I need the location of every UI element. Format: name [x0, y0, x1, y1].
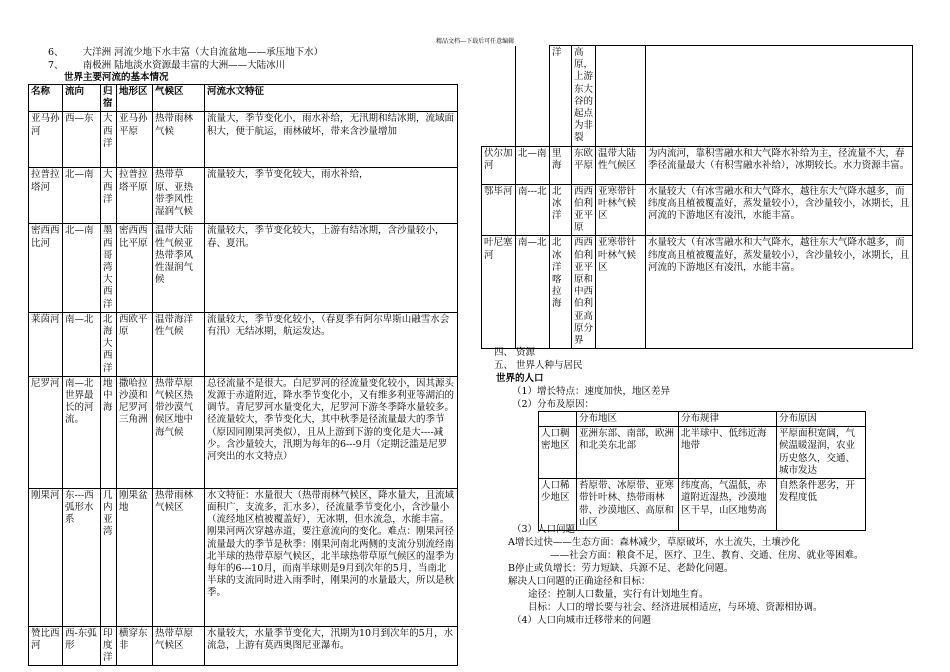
river-direction: 北—南 [516, 146, 550, 184]
river-name: 刚果河 [29, 488, 63, 626]
table-row [482, 236, 913, 349]
population-header-row [539, 412, 866, 427]
header-terrain: 地形区 [117, 85, 153, 112]
table-row [482, 184, 913, 236]
river-climate [596, 46, 646, 147]
river-name: 莱茵河 [29, 312, 63, 376]
river-hydrology: 流量大，季节变化小，雨水补给，无汛期和结冰期，流域面积大，便于航运，雨林破坏，带来含沙量增加 [205, 112, 458, 168]
river-destination: 洋 [550, 46, 572, 147]
table-row [482, 146, 913, 184]
river-name: 赞比西河 [29, 626, 63, 666]
river-name [482, 46, 516, 147]
header-reason: 分布原因 [777, 412, 866, 427]
river-destination: 北冰洋喀拉海 [550, 236, 572, 349]
line-text: 南极洲 陆地淡水资源最丰富的大洲——大陆冰川 [82, 60, 286, 71]
river-destination: 墨西哥湾大西洋 [101, 224, 117, 312]
river-hydrology: 水量较大（有冰雪融水和大气降水，越往东大气降水越多，而纬度高且植被覆盖好，蒸发量较小），含沙量较小，冰期长，且河流的下游地区有凌汛，水能丰富。 [646, 184, 913, 236]
header-destination: 归宿 [101, 85, 117, 112]
solution-heading: 解决人口问题的正确途径和目标： [508, 576, 651, 587]
table-row [29, 224, 458, 312]
header-hydrology: 河流水文特征 [205, 85, 458, 112]
table-row [29, 112, 458, 168]
region: 苔原带、冰原带、亚寒带针叶林、热带雨林带、沙漠地区、高原和山区 [577, 479, 679, 531]
river-climate: 温带大陆性气候区 [596, 146, 646, 184]
river-hydrology: 流量较大，季节变化较小，（春夏季有阿尔卑斯山融雪水会有汛）无结冰期，航运发达。 [205, 312, 458, 376]
table-row [539, 427, 866, 479]
solution-goal: 目标：人口的增长要与社会、经济进展相适应，与环境、资源相协调。 [528, 602, 823, 613]
river-direction: 南—北 [516, 236, 550, 349]
rivers-table [28, 84, 458, 666]
river-name: 亚马孙河 [29, 112, 63, 168]
river-terrain: 亚马孙平原 [117, 112, 153, 168]
header-direction: 流向 [63, 85, 101, 112]
header-blank [539, 412, 577, 427]
river-hydrology: 为内流河，靠积雪融水和大气降水补给为主，径流量不大，春季径流量最大（有积雪融水补给），冰期较长。水力资源丰富。 [646, 146, 913, 184]
river-name: 伏尔加河 [482, 146, 516, 184]
header-pattern: 分布规律 [679, 412, 777, 427]
population-growth: （1）增长特点：速度加快，地区差异 [512, 386, 671, 397]
pattern: 北半球中、低纬近海地带 [679, 427, 777, 479]
river-hydrology: 水量较大（有冰雪融水和大气降水，越往东大气降水越多，而纬度高且植被覆盖好，蒸发量较小），含沙量较小，冰期长，且河流的下游地区有凌汛，水能丰富。 [646, 236, 913, 349]
reason: 平原面积宽阔，气候温暖湿润，农业历史悠久，交通、城市发达 [777, 427, 866, 479]
density-type: 人口稀少地区 [539, 479, 577, 531]
river-name: 密西西比河 [29, 224, 63, 312]
river-destination: 大西洋 [101, 168, 117, 224]
river-direction: 南---北 [516, 184, 550, 236]
river-terrain: 拉普拉塔平原 [117, 168, 153, 224]
river-direction: 北—南 [63, 168, 101, 224]
table-row [482, 46, 913, 147]
river-direction [516, 46, 550, 147]
population-table [538, 411, 866, 531]
river-climate: 温带海洋性气候 [153, 312, 205, 376]
river-destination: 北海大西洋 [101, 312, 117, 376]
river-climate: 温带大陆性气候亚热带季风性湿润气候 [153, 224, 205, 312]
river-hydrology: 流量较大，季节变化较大，上游有结冰期，含沙量较小，春、夏汛。 [205, 224, 458, 312]
reason: 自然条件恶劣，开发程度低 [777, 479, 866, 531]
rivers-table-title: 世界主要河流的基本情况 [64, 72, 169, 83]
rivers-table-continued [481, 45, 913, 349]
river-hydrology: 流量较大，季节变化较大，雨水补给， [205, 168, 458, 224]
river-direction: 东---西弧形水系 [63, 488, 101, 626]
river-name: 拉普拉塔河 [29, 168, 63, 224]
river-hydrology: 水文特征：水量很大（热带雨林气候区，降水量大，且流域面积广，支流多，汇水多），径流量季节变化小，含沙量小（流经地区植被覆盖好），无冰期，但水流急，水能丰富。刚果河两次穿越赤道，要注意流向的变化。难点：刚果河径流量最大的季节是秋季：刚果河南北两侧的支流分别流经南北半球的热带草原气候区，北半球热带草原气候区的湿季为每年的6---10月，而南半球则是9月到次年的5月，当南北半球的支流同时进入雨季时，刚果河的水量最大，所以是秋季。 [205, 488, 458, 626]
river-direction: 南—北世界最长的河流。 [63, 376, 101, 488]
section-resources: 四、 资源 [494, 347, 536, 358]
continent-line-7 [48, 60, 285, 72]
table-row [29, 626, 458, 666]
line-text: 大洋洲 河流少地下水丰富（大自流盆地——承压地下水） [82, 47, 324, 58]
river-climate: 亚寒带针叶林气候区 [596, 184, 646, 236]
density-type: 人口稠密地区 [539, 427, 577, 479]
river-terrain: 密西西比平原 [117, 224, 153, 312]
river-climate: 亚寒带针叶林气候区 [596, 236, 646, 349]
urban-migration-heading: （4）人口向城市迁移带来的问题 [512, 615, 652, 626]
river-hydrology: 水量较大，水量季节变化大，汛期为10月到次年的5月，水流急，上游有莫西奥图尼亚瀑布。 [205, 626, 458, 666]
river-climate: 热带雨林气候区 [153, 488, 205, 626]
river-direction: 西—东 [63, 112, 101, 168]
river-terrain: 撒哈拉沙漠和尼罗河三角洲 [117, 376, 153, 488]
river-destination: 里海 [550, 146, 572, 184]
line-number: 7、 [48, 60, 64, 71]
header-region: 分布地区 [577, 412, 679, 427]
table-row [29, 168, 458, 224]
river-destination: 印度洋 [101, 626, 117, 666]
river-terrain: 西西伯利亚平原和中西伯利亚高原分界 [572, 236, 596, 349]
solution-path: 途径：控制人口数量，实行有计划地生育。 [528, 589, 709, 600]
table-row [29, 488, 458, 626]
river-climate: 热带草原、亚热带季风性湿润气候 [153, 168, 205, 224]
river-terrain: 刚果盆地 [117, 488, 153, 626]
river-terrain: 西欧平原 [117, 312, 153, 376]
pattern: 纬度高，气温低，赤道附近湿热，沙漠地区干旱，山区地势高 [679, 479, 777, 531]
table-row [29, 312, 458, 376]
river-terrain: 东欧平原 [572, 146, 596, 184]
river-climate: 热带雨林气候 [153, 112, 205, 168]
river-terrain: 西西伯利亚平原 [572, 184, 596, 236]
section-population: 五、 世界人种与居民 [494, 360, 583, 371]
problem-rapid-growth: A增长过快——生态方面：森林减少，草原破坏，水土流失，土壤沙化 [508, 537, 800, 548]
table-row [539, 479, 866, 531]
river-climate: 热带草原气候区 [153, 626, 205, 666]
river-climate: 热带草原气候区热带沙漠气候区地中海气候 [153, 376, 205, 488]
river-terrain: 高原，上游东大谷的起点为非裂 [572, 46, 596, 147]
river-terrain: 横穿东非 [117, 626, 153, 666]
river-destination: 几内亚湾 [101, 488, 117, 626]
river-destination: 地中海 [101, 376, 117, 488]
continent-line-6 [48, 47, 323, 59]
river-name: 鄂毕河 [482, 184, 516, 236]
line-number: 6、 [48, 47, 64, 58]
river-name: 尼罗河 [29, 376, 63, 488]
river-name: 叶尼塞河 [482, 236, 516, 349]
problem-negative-growth: B停止或负增长：劳力短缺、兵源不足、老龄化问题。 [508, 563, 734, 574]
region: 亚洲东部、南部，欧洲和北美东北部 [577, 427, 679, 479]
header-note: 精品文档---下载后可任意编辑 [436, 38, 515, 45]
rivers-header-row [29, 85, 458, 112]
header-name: 名称 [29, 85, 63, 112]
population-title: 世界的人口 [496, 373, 544, 384]
river-destination: 大西洋 [101, 112, 117, 168]
river-direction: 南—北 [63, 312, 101, 376]
river-direction: 西-东弧形 [63, 626, 101, 666]
river-hydrology: 总径流量不是很大。白尼罗河的径流量变化较小，因其源头发源于赤道附近，降水季节变化小，又有维多利亚等湖泊的调节。青尼罗河水量变化大，尼罗河下游冬季降水量较多。径流量较大，季节变化大，其中秋季是径流量最大的季节（原因同刚果河类似），且从上游到下游的变化是大----减少。含沙量较大，汛期为每年的6---9月（定期泛滥是尼罗河突出的水文特点） [205, 376, 458, 488]
population-problems-heading: （3）人口问题 [512, 524, 576, 535]
river-destination: 北冰洋 [550, 184, 572, 236]
river-direction: 北—南 [63, 224, 101, 312]
river-hydrology [646, 46, 913, 147]
table-row [29, 376, 458, 488]
header-climate: 气候区 [153, 85, 205, 112]
problem-rapid-growth-social: ——社会方面：粮食不足，医疗、卫生、教育、交通、住房、就业等困难。 [550, 550, 864, 561]
population-distribution: （2）分布及原因： [512, 399, 595, 410]
